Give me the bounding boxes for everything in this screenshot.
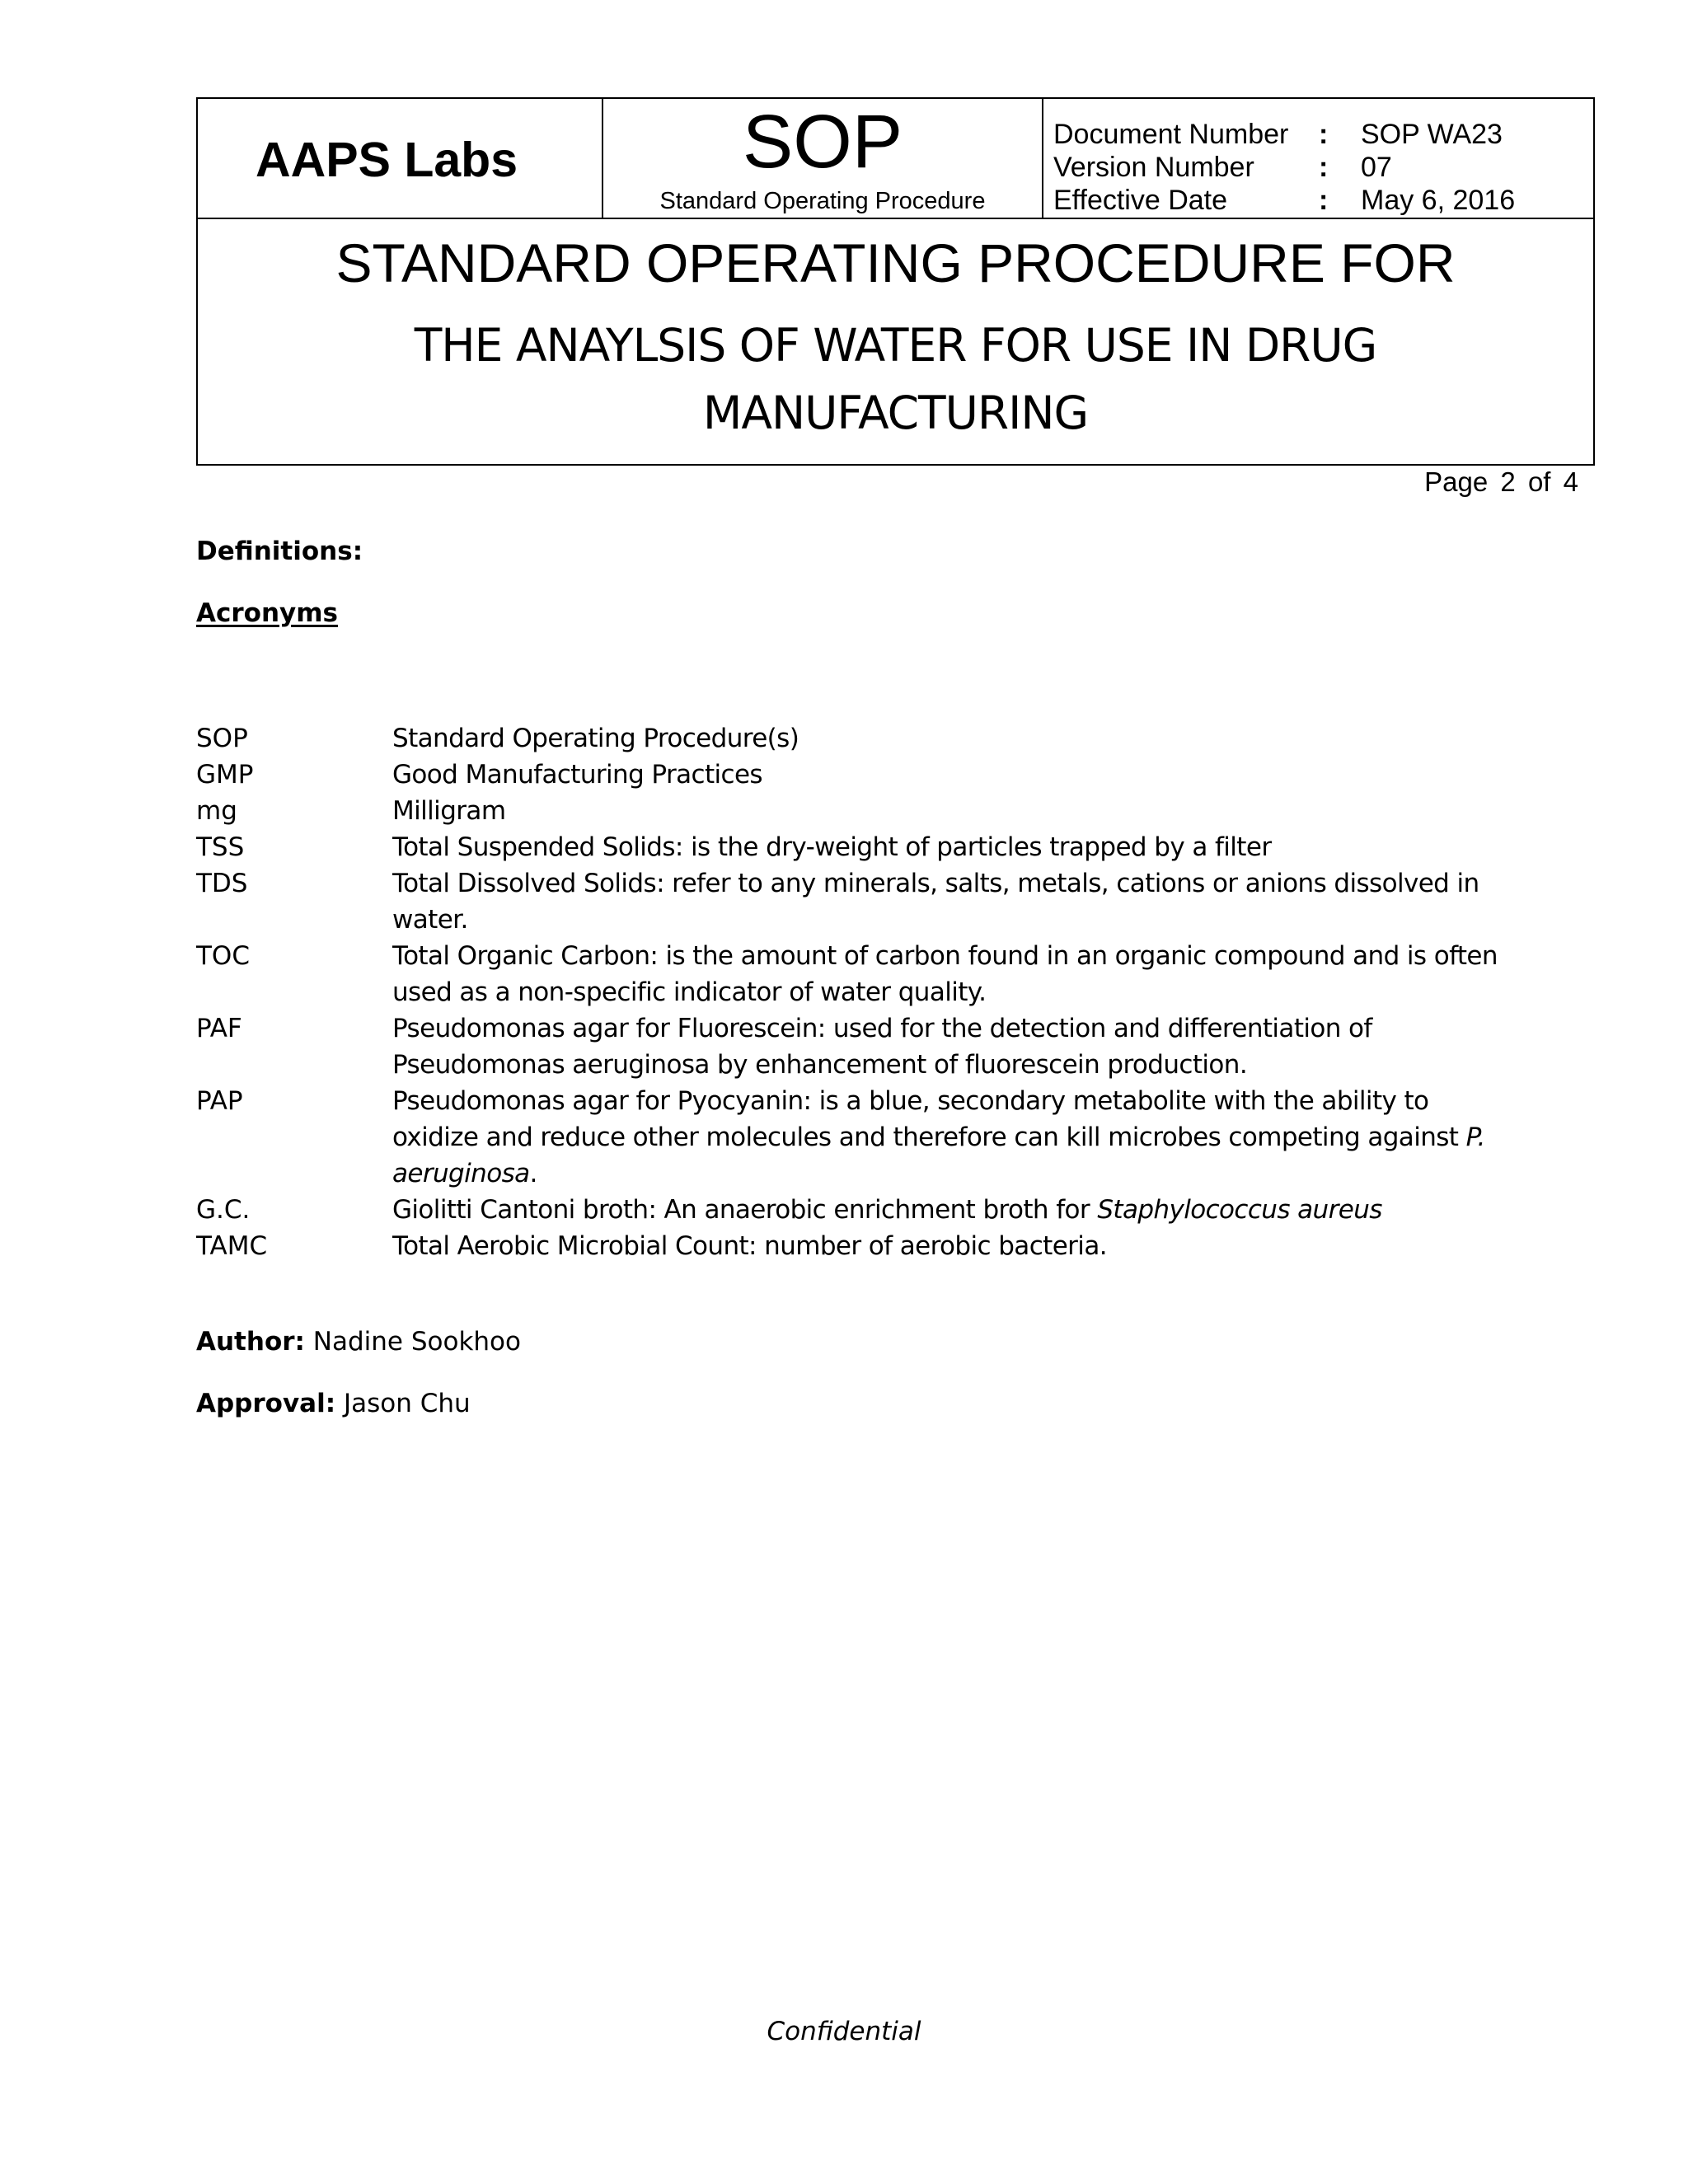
meta-label: Effective Date bbox=[1053, 185, 1228, 216]
doc-type: SOP bbox=[742, 100, 903, 184]
acronym-definition-text: Pseudomonas agar for Pyocyanin: is a blue, secondary metabolite with the ability to oxidize and reduce other molecules and therefore can kill microbes competing against bbox=[392, 1086, 1466, 1152]
acronym-row bbox=[196, 1192, 1515, 1228]
acronyms-heading: Acronyms bbox=[196, 598, 338, 628]
org-cell bbox=[198, 99, 603, 218]
acronym-row bbox=[196, 829, 1515, 865]
acronym-term: PAP bbox=[196, 1086, 243, 1116]
page-indicator bbox=[1424, 466, 1578, 498]
acronym-list bbox=[196, 720, 1515, 1264]
acronym-definition bbox=[392, 720, 1515, 757]
acronym-term: G.C. bbox=[196, 1195, 251, 1225]
org-name: AAPS Labs bbox=[256, 133, 518, 187]
footer-confidential: Confidential bbox=[767, 2017, 921, 2046]
document-title-line-3: MANUFACTURING bbox=[702, 387, 1089, 439]
approval-label: Approval: bbox=[196, 1389, 336, 1418]
acronym-definition-text: Total Dissolved Solids: refer to any minerals, salts, metals, cations or anions dissolved in water. bbox=[392, 869, 1479, 935]
acronym-definition bbox=[392, 1010, 1515, 1083]
acronym-term: TOC bbox=[196, 941, 250, 971]
page-of-label: of bbox=[1527, 466, 1551, 497]
acronym-definition bbox=[392, 757, 1515, 793]
meta-separator: : bbox=[1319, 152, 1329, 183]
acronym-definition bbox=[392, 1228, 1515, 1264]
acronym-definition-text: Good Manufacturing Practices bbox=[392, 760, 762, 790]
approval-line bbox=[196, 1389, 471, 1418]
acronym-definition bbox=[392, 829, 1515, 865]
author-line bbox=[196, 1327, 521, 1357]
acronym-term: PAF bbox=[196, 1014, 242, 1043]
acronym-definition bbox=[392, 1083, 1515, 1192]
acronym-row bbox=[196, 793, 1515, 829]
acronym-definition bbox=[392, 938, 1515, 1010]
approval-name: Jason Chu bbox=[343, 1389, 471, 1418]
acronym-term: mg bbox=[196, 796, 237, 826]
meta-row-version-number bbox=[1043, 152, 1593, 185]
acronym-row bbox=[196, 1228, 1515, 1264]
author-label: Author: bbox=[196, 1327, 305, 1357]
acronym-definition-italic: P. aeruginosa bbox=[392, 1122, 1485, 1188]
page-label: Page bbox=[1424, 466, 1489, 497]
acronym-row bbox=[196, 938, 1515, 1010]
doc-meta-cell bbox=[1043, 99, 1593, 218]
acronym-definition-text: Total Suspended Solids: is the dry-weight of particles trapped by a filter bbox=[392, 832, 1272, 862]
meta-value: 07 bbox=[1361, 152, 1392, 183]
acronym-row bbox=[196, 720, 1515, 757]
meta-separator: : bbox=[1319, 119, 1329, 150]
acronym-definition-italic: Staphylococcus aureus bbox=[1097, 1195, 1382, 1225]
acronym-row bbox=[196, 865, 1515, 938]
doc-type-cell bbox=[603, 99, 1043, 218]
meta-label: Document Number bbox=[1053, 119, 1289, 150]
acronym-definition bbox=[392, 865, 1515, 938]
page-current: 2 bbox=[1500, 466, 1516, 497]
document-title-line-2: THE ANAYLSIS OF WATER FOR USE IN DRUG bbox=[414, 319, 1377, 372]
acronym-row bbox=[196, 1010, 1515, 1083]
meta-row-effective-date bbox=[1043, 185, 1593, 218]
acronym-term: TSS bbox=[196, 832, 245, 862]
doc-type-full: Standard Operating Procedure bbox=[659, 188, 986, 214]
acronym-definition-text: Pseudomonas agar for Fluorescein: used for the detection and differentiation of Pseudomonas aeruginosa by enhancement of fluorescein production. bbox=[392, 1014, 1372, 1080]
meta-row-document-number bbox=[1043, 119, 1593, 152]
acronym-definition-suffix: . bbox=[529, 1159, 537, 1188]
acronym-term: TAMC bbox=[196, 1231, 268, 1261]
header-info-row bbox=[198, 99, 1593, 219]
acronym-definition-text: Milligram bbox=[392, 796, 506, 826]
acronym-row bbox=[196, 757, 1515, 793]
acronym-definition-text: Giolitti Cantoni broth: An anaerobic enrichment broth for bbox=[392, 1195, 1098, 1225]
meta-value: SOP WA23 bbox=[1361, 119, 1503, 150]
acronym-definition bbox=[392, 793, 1515, 829]
acronym-row bbox=[196, 1083, 1515, 1192]
acronym-definition-text: Standard Operating Procedure(s) bbox=[392, 724, 799, 753]
page-total: 4 bbox=[1563, 466, 1578, 497]
acronym-term: SOP bbox=[196, 724, 248, 753]
meta-separator: : bbox=[1319, 185, 1329, 216]
document-header bbox=[196, 97, 1595, 466]
meta-label: Version Number bbox=[1053, 152, 1254, 183]
acronym-term: TDS bbox=[196, 869, 248, 898]
acronym-definition-text: Total Aerobic Microbial Count: number of aerobic bacteria. bbox=[392, 1231, 1107, 1261]
meta-value: May 6, 2016 bbox=[1361, 185, 1516, 216]
acronym-definition bbox=[392, 1192, 1515, 1228]
definitions-heading: Definitions: bbox=[196, 537, 363, 566]
document-title-line-1: STANDARD OPERATING PROCEDURE FOR bbox=[335, 232, 1456, 293]
author-name: Nadine Sookhoo bbox=[312, 1327, 521, 1357]
acronym-definition-text: Total Organic Carbon: is the amount of carbon found in an organic compound and is often used as a non-specific indicator of water quality. bbox=[392, 941, 1498, 1007]
acronym-term: GMP bbox=[196, 760, 254, 790]
